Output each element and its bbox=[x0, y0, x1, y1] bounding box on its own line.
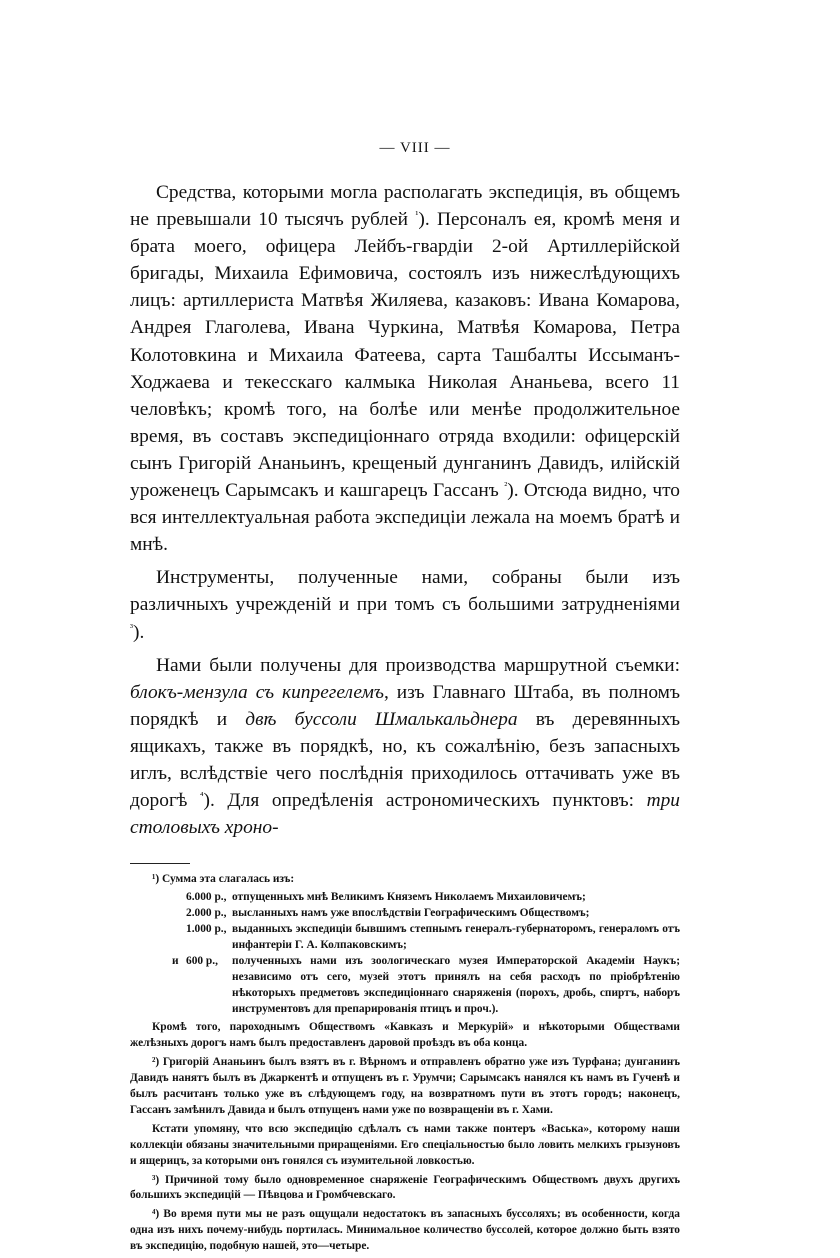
paragraph-1 bbox=[130, 179, 680, 558]
text-run: въ деревянныхъ ящикахъ, также въ порядкѣ, но, къ сожалѣнію, безъ запасныхъ иглъ, вслѣдствіе чего послѣднія приходилось оттачивать уже въ дорогѣ bbox=[130, 708, 680, 812]
italic-term: блокъ-мензула съ кипрегелемъ bbox=[130, 681, 384, 703]
entry-text: высланныхъ намъ уже впослѣдствіи Географическимъ Обществомъ; bbox=[232, 907, 590, 920]
text-run: ). bbox=[133, 621, 145, 643]
italic-term: три столовыхъ хроно- bbox=[130, 790, 681, 839]
text-run: , изъ Главнаго Штаба, въ полномъ порядкѣ и bbox=[130, 681, 680, 730]
text-run: Средства, которыми могла располагать экспедиція, въ общемъ не превышали 10 тысячъ рублей bbox=[130, 182, 680, 231]
entry-conj bbox=[172, 922, 186, 954]
text-run: ). Персоналъ ея, кромѣ меня и брата моего, офицера Лейбъ-гвардіи 2-ой Артиллерійской бригады, Михаила Ефимовича, состоялъ изъ нижеслѣдующихъ лицъ: артиллериста Матвѣя Жиляева, казаковъ: Ивана Комарова, Андрея Глаголева, Ивана Чуркина, Матвѣя Комарова, Петра Колотовкина и Михаила Фатеева, сарта Ташбалты Иссыманъ-Ходжаева и текесскаго калмыка Николая Ананьева, всего 11 человѣкъ; кромѣ того, на болѣе или менѣе продолжительное время, въ составъ экспедиціоннаго отряда входили: офицерскій сынъ Григорій Ананьинъ, крещеный дунганинъ Давидъ, илійскій уроженецъ Сарымсакъ и кашгарецъ Гассанъ bbox=[130, 209, 681, 502]
footnote-1-tail: Кромѣ того, пароходнымъ Обществомъ «Кавказъ и Меркурій» и нѣкоторыми Обществами желѣзныхъ дорогъ намъ былъ предоставленъ даровой проѣздъ въ оба конца. bbox=[130, 1021, 680, 1050]
footnote-1-entry bbox=[172, 890, 680, 906]
text-run: ). Отсюда видно, что вся интеллектуальная работа экспедиціи лежала на моемъ братѣ и мнѣ. bbox=[130, 480, 680, 556]
footnote-ref-2[interactable]: ² bbox=[504, 480, 508, 492]
text-run: Инструменты, полученные нами, собраны были изъ различныхъ учрежденій и при томъ съ большими затрудненіями bbox=[130, 567, 680, 616]
footnote-2: ²) Григорій Ананьинъ былъ взятъ въ г. Вѣрномъ и отправленъ обратно уже изъ Турфана; дунганинъ Давидъ нанятъ былъ въ Джаркентѣ и отпущенъ въ г. Урумчи; Сарымсакъ нанялся къ намъ въ Гученѣ и былъ расчитанъ только уже въ слѣдующемъ году, на возвратномъ пути въ этотъ городъ; наконецъ, Гассанъ замѣнилъ Давида и былъ отпущенъ нами уже по возвращеніи въ г. Хами. bbox=[130, 1056, 680, 1116]
footnote-divider bbox=[130, 863, 190, 864]
footnote-1-entry bbox=[172, 922, 680, 954]
page bbox=[130, 140, 680, 1258]
entry-conj bbox=[172, 890, 186, 906]
entry-conj: и bbox=[172, 954, 179, 967]
footnote-3: ³) Причиной тому было одновременное снаряженіе Географическимъ Обществомъ двухъ другихъ большихъ экспедицій — Пѣвцова и Громбчевскаго. bbox=[130, 1173, 680, 1202]
entry-amount: 6.000 р., bbox=[186, 891, 227, 904]
entry-amount: 2.000 р., bbox=[186, 907, 227, 920]
footnote-ref-4[interactable]: ⁴ bbox=[200, 790, 204, 802]
entry-text: выданныхъ экспедиціи бывшимъ степнымъ генералъ-губернаторомъ, генераломъ отъ инфантеріи Г. А. Колпаковскимъ; bbox=[232, 922, 680, 951]
footnote-1-entry bbox=[172, 906, 680, 922]
footnote-ref-1[interactable]: ¹ bbox=[415, 209, 419, 221]
italic-term: двѣ буссоли Шмалькальднера bbox=[245, 708, 518, 730]
text-run: ). Для опредѣленія астрономическихъ пунктовъ: bbox=[203, 790, 647, 812]
entry-conj bbox=[172, 906, 186, 922]
footnote-1-entry bbox=[172, 954, 680, 1018]
footnote-4: ⁴) Во время пути мы не разъ ощущали недостатокъ въ запасныхъ буссоляхъ; въ особенности, когда одна изъ нихъ почему-нибудь портилась. Минимальное количество буссолей, которое должно быть взято въ экспедицію, подобную нашей, это—четыре. bbox=[130, 1208, 680, 1253]
entry-text: полученныхъ нами изъ зоологическаго музея Императорской Академіи Наукъ; независимо отъ сего, музей этотъ принялъ на себя расходъ по пріобрѣтенію нѣкоторыхъ предметовъ экспедиціоннаго снаряженія (пороxъ, дробь, спиртъ, наборъ инструментовъ для препарированія птицъ и проч.). bbox=[232, 954, 680, 1015]
paragraph-2 bbox=[130, 564, 680, 645]
entry-text: отпущенныхъ мнѣ Великимъ Княземъ Николаемъ Михаиловичемъ; bbox=[232, 891, 586, 904]
footnote-1-lead: ¹) Сумма эта слагалась изъ: bbox=[152, 873, 295, 886]
paragraph-3 bbox=[130, 652, 680, 842]
text-run: Нами были получены для производства маршрутной съемки: bbox=[156, 654, 680, 676]
page-number: — VIII — bbox=[379, 140, 451, 156]
entry-amount: 1.000 р., bbox=[186, 922, 227, 935]
footnote-1-entries bbox=[130, 890, 680, 1017]
entry-amount: 600 р., bbox=[186, 954, 218, 967]
footnote-ref-3[interactable]: ³ bbox=[130, 622, 133, 634]
footnote-2-extra: Кстати упомяну, что всю экспедицію сдѣлалъ съ нами также понтеръ «Васька», которому наши коллекціи обязаны значительными приращеніями. Его спеціальностью было ловить мелкихъ грызуновъ и ящерицъ, за которыми онъ гонялся съ изумительной ловкостью. bbox=[130, 1122, 680, 1167]
